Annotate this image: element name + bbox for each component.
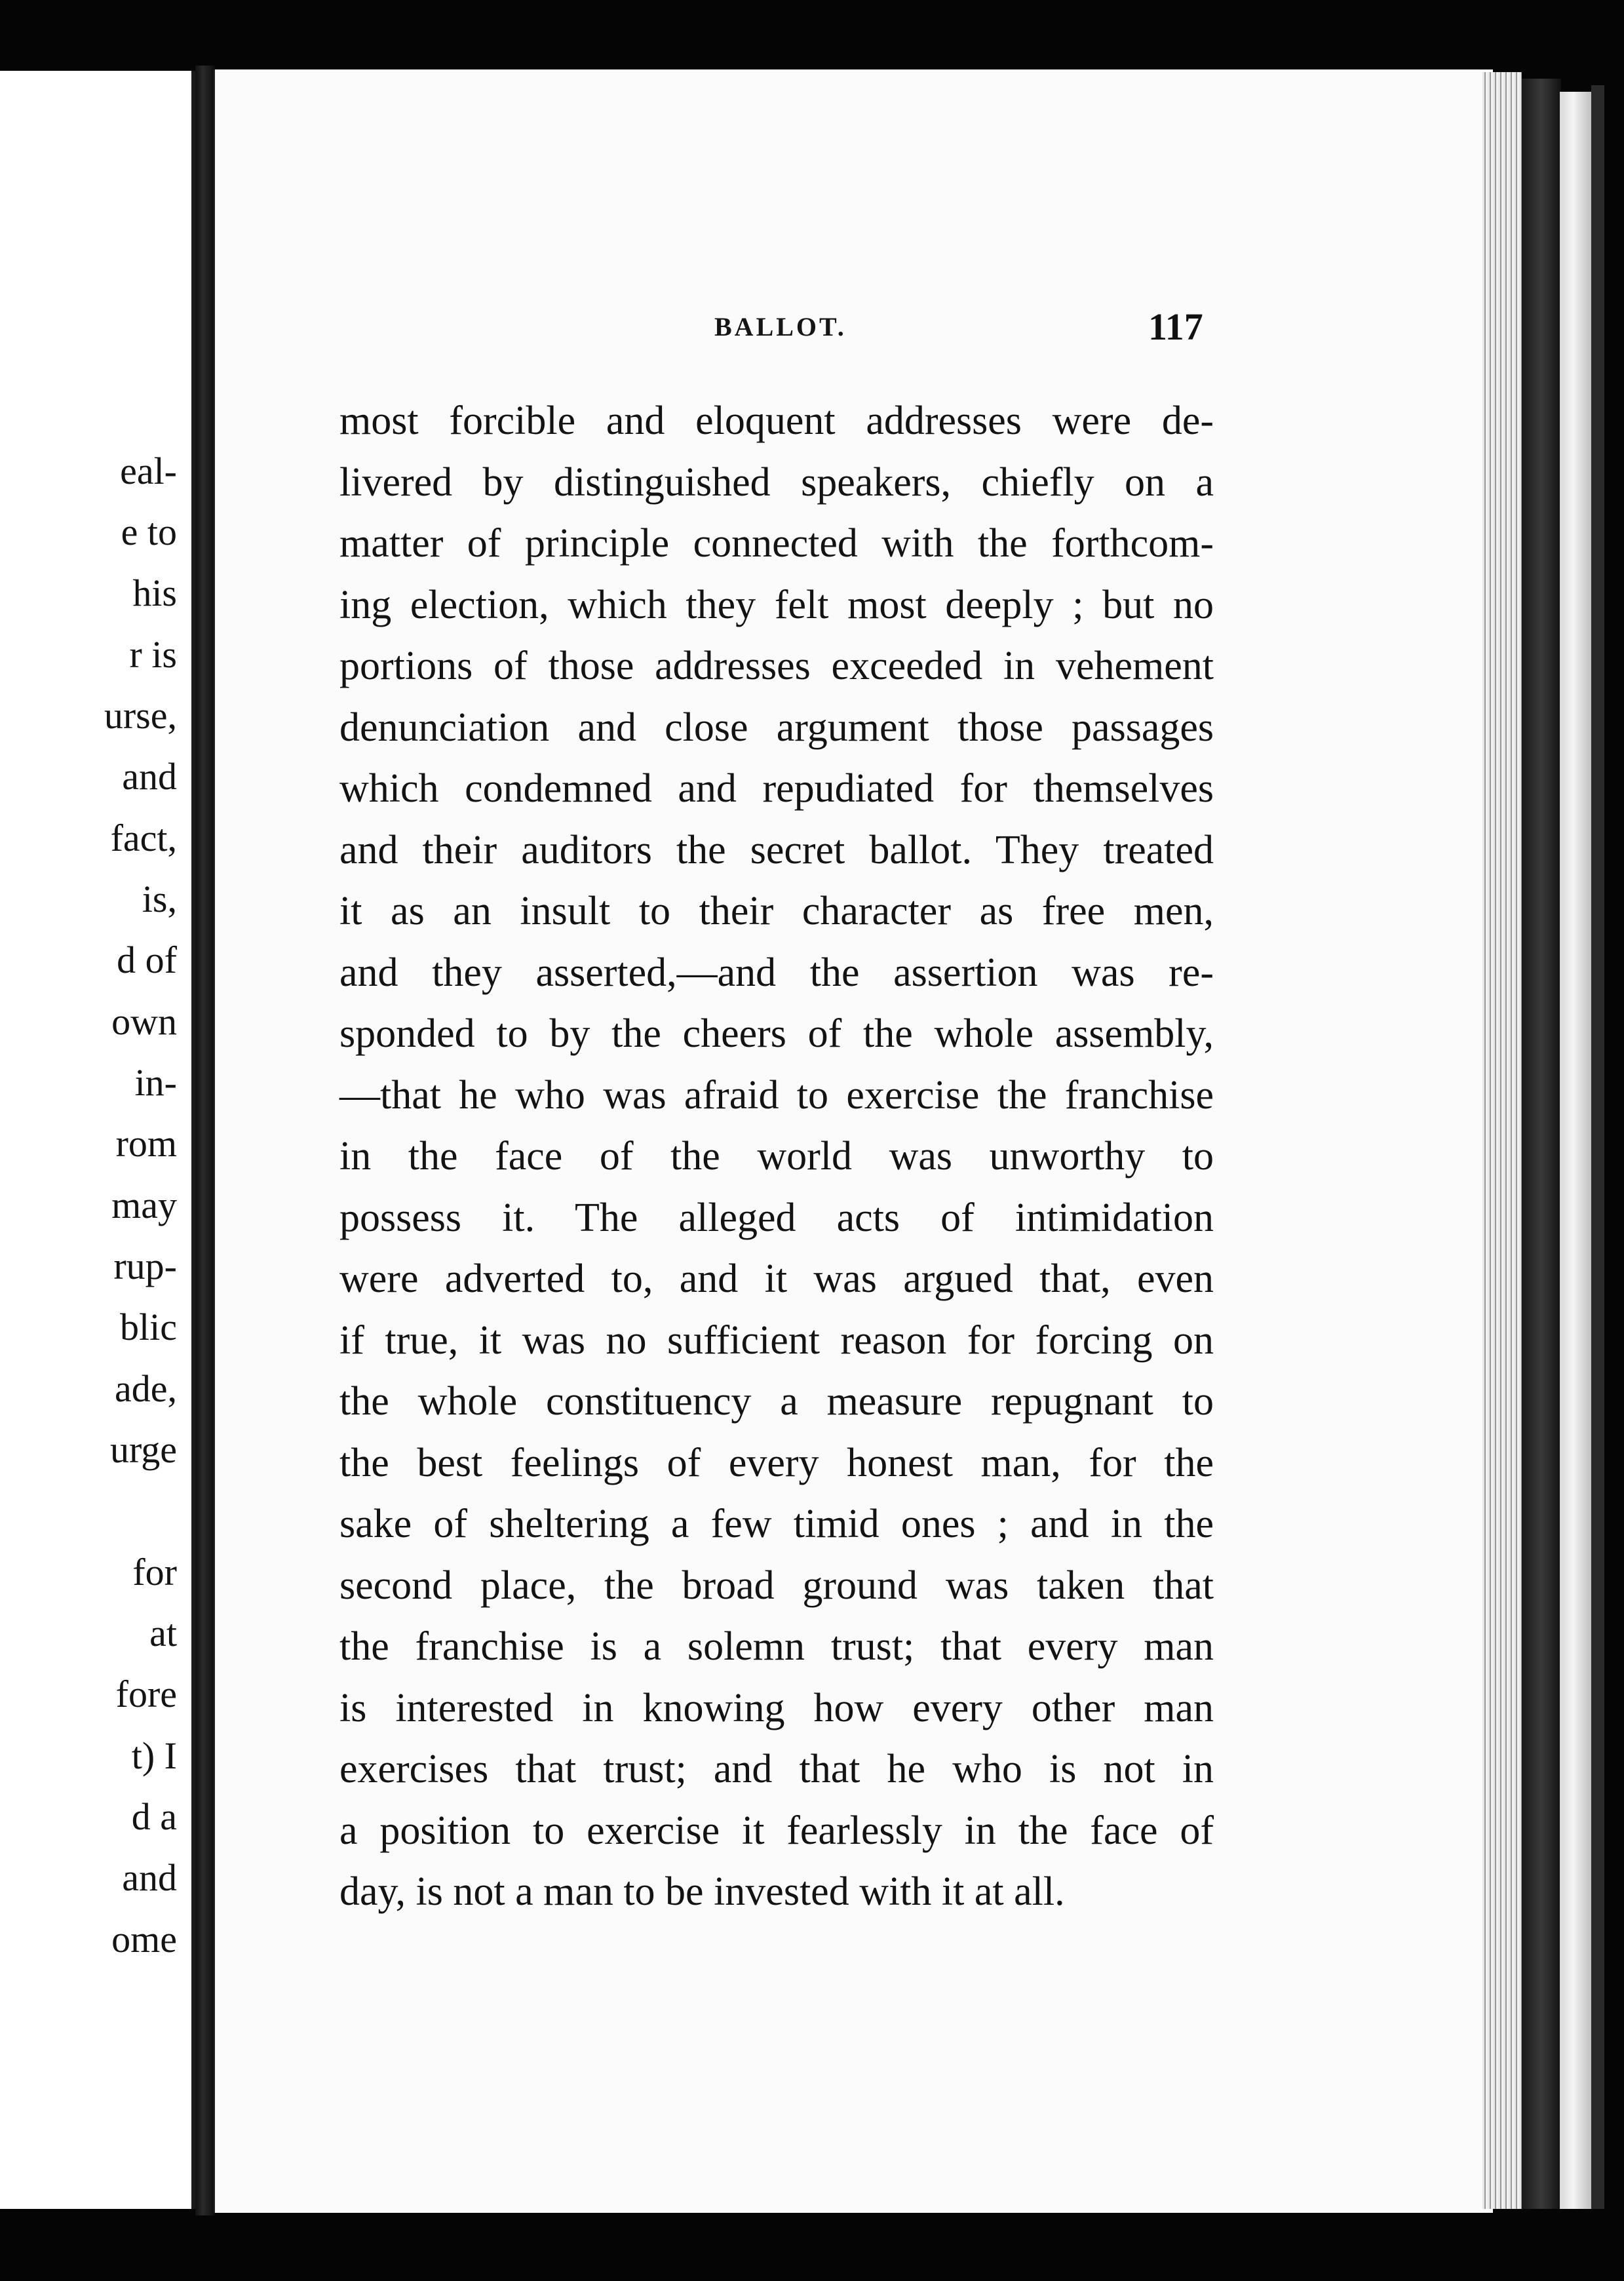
text-line: a position to exercise it fearlessly in the face of (339, 1808, 1214, 1853)
text-line: ing election, which they felt most deeply ; but no (339, 582, 1214, 627)
text-line: matter of principle connected with the forthcom- (339, 521, 1214, 566)
book-cover-edge (1522, 79, 1561, 2209)
text-line: if true, it was no sufficient reason for forcing on (339, 1317, 1214, 1363)
text-line: sake of sheltering a few timid ones ; and in the (339, 1502, 1214, 1546)
left-line-fragment: in- (134, 1061, 177, 1104)
left-line-fragment: urse, (104, 694, 177, 737)
text-line: the best feelings of every honest man, for the (339, 1440, 1214, 1485)
left-line-fragment: his (132, 572, 177, 614)
text-line: —that he who was afraid to exercise the franchise (339, 1072, 1214, 1118)
text-line: possess it. The alleged acts of intimidation (339, 1195, 1214, 1240)
left-line-fragment: for (132, 1551, 177, 1593)
left-line-fragment: r is (129, 633, 177, 676)
text-line: denunciation and close argument those passages (339, 705, 1214, 750)
left-page-fragment (0, 71, 195, 2209)
left-line-fragment: ome (111, 1918, 177, 1960)
left-line-fragment: urge (109, 1428, 177, 1471)
book-gutter (195, 66, 215, 2215)
text-line: and they asserted,—and the assertion was re- (339, 950, 1214, 995)
text-line: second place, the broad ground was taken that (339, 1563, 1214, 1608)
text-line: exercises that trust; and that he who is not in (339, 1747, 1214, 1791)
text-line: is interested in knowing how every other man (339, 1685, 1214, 1730)
cover-strip (1591, 85, 1604, 2209)
text-line: it as an insult to their character as free men, (339, 889, 1214, 933)
left-line-fragment: d a (131, 1795, 177, 1838)
page-edges (1482, 72, 1522, 2209)
left-line-fragment: d of (117, 939, 177, 981)
text-line: livered by distinguished speakers, chiefly on a (339, 459, 1214, 505)
text-line: day, is not a man to be invested with it at all. (339, 1869, 1065, 1914)
body-text (339, 391, 1214, 1923)
text-line: the whole constituency a measure repugnant to (339, 1379, 1214, 1424)
left-line-fragment: fact, (110, 817, 177, 859)
left-line-fragment: blic (120, 1306, 177, 1348)
left-line-fragment: fore (115, 1673, 177, 1715)
text-line: in the face of the world was unworthy to (339, 1134, 1214, 1179)
left-line-fragment: e to (121, 511, 177, 553)
left-line-fragment: is, (142, 878, 177, 920)
text-line: which condemned and repudiated for themselves (339, 766, 1214, 811)
running-head: BALLOT. (714, 312, 847, 341)
left-line-fragment: eal- (120, 450, 177, 492)
left-line-fragment: and (122, 755, 177, 798)
left-line-fragment: own (111, 1000, 177, 1043)
text-line: portions of those addresses exceeded in vehement (339, 644, 1214, 688)
text-line: most forcible and eloquent addresses were de- (339, 399, 1214, 443)
text-line: were adverted to, and it was argued that, even (339, 1257, 1214, 1301)
left-line-fragment: and (122, 1856, 177, 1899)
left-line-fragment: at (149, 1612, 177, 1654)
text-line: the franchise is a solemn trust; that every man (339, 1624, 1214, 1669)
left-line-fragment: rup- (113, 1245, 177, 1287)
page-number: 117 (1148, 305, 1203, 348)
left-line-fragment: rom (115, 1122, 177, 1165)
cover-board (1560, 92, 1593, 2209)
left-line-fragment: t) I (131, 1734, 177, 1777)
left-line-fragment: may (111, 1184, 177, 1226)
left-line-fragment: ade, (115, 1367, 177, 1410)
text-line: sponded to by the cheers of the whole assembly, (339, 1011, 1214, 1056)
text-line: and their auditors the secret ballot. They treated (339, 827, 1214, 872)
